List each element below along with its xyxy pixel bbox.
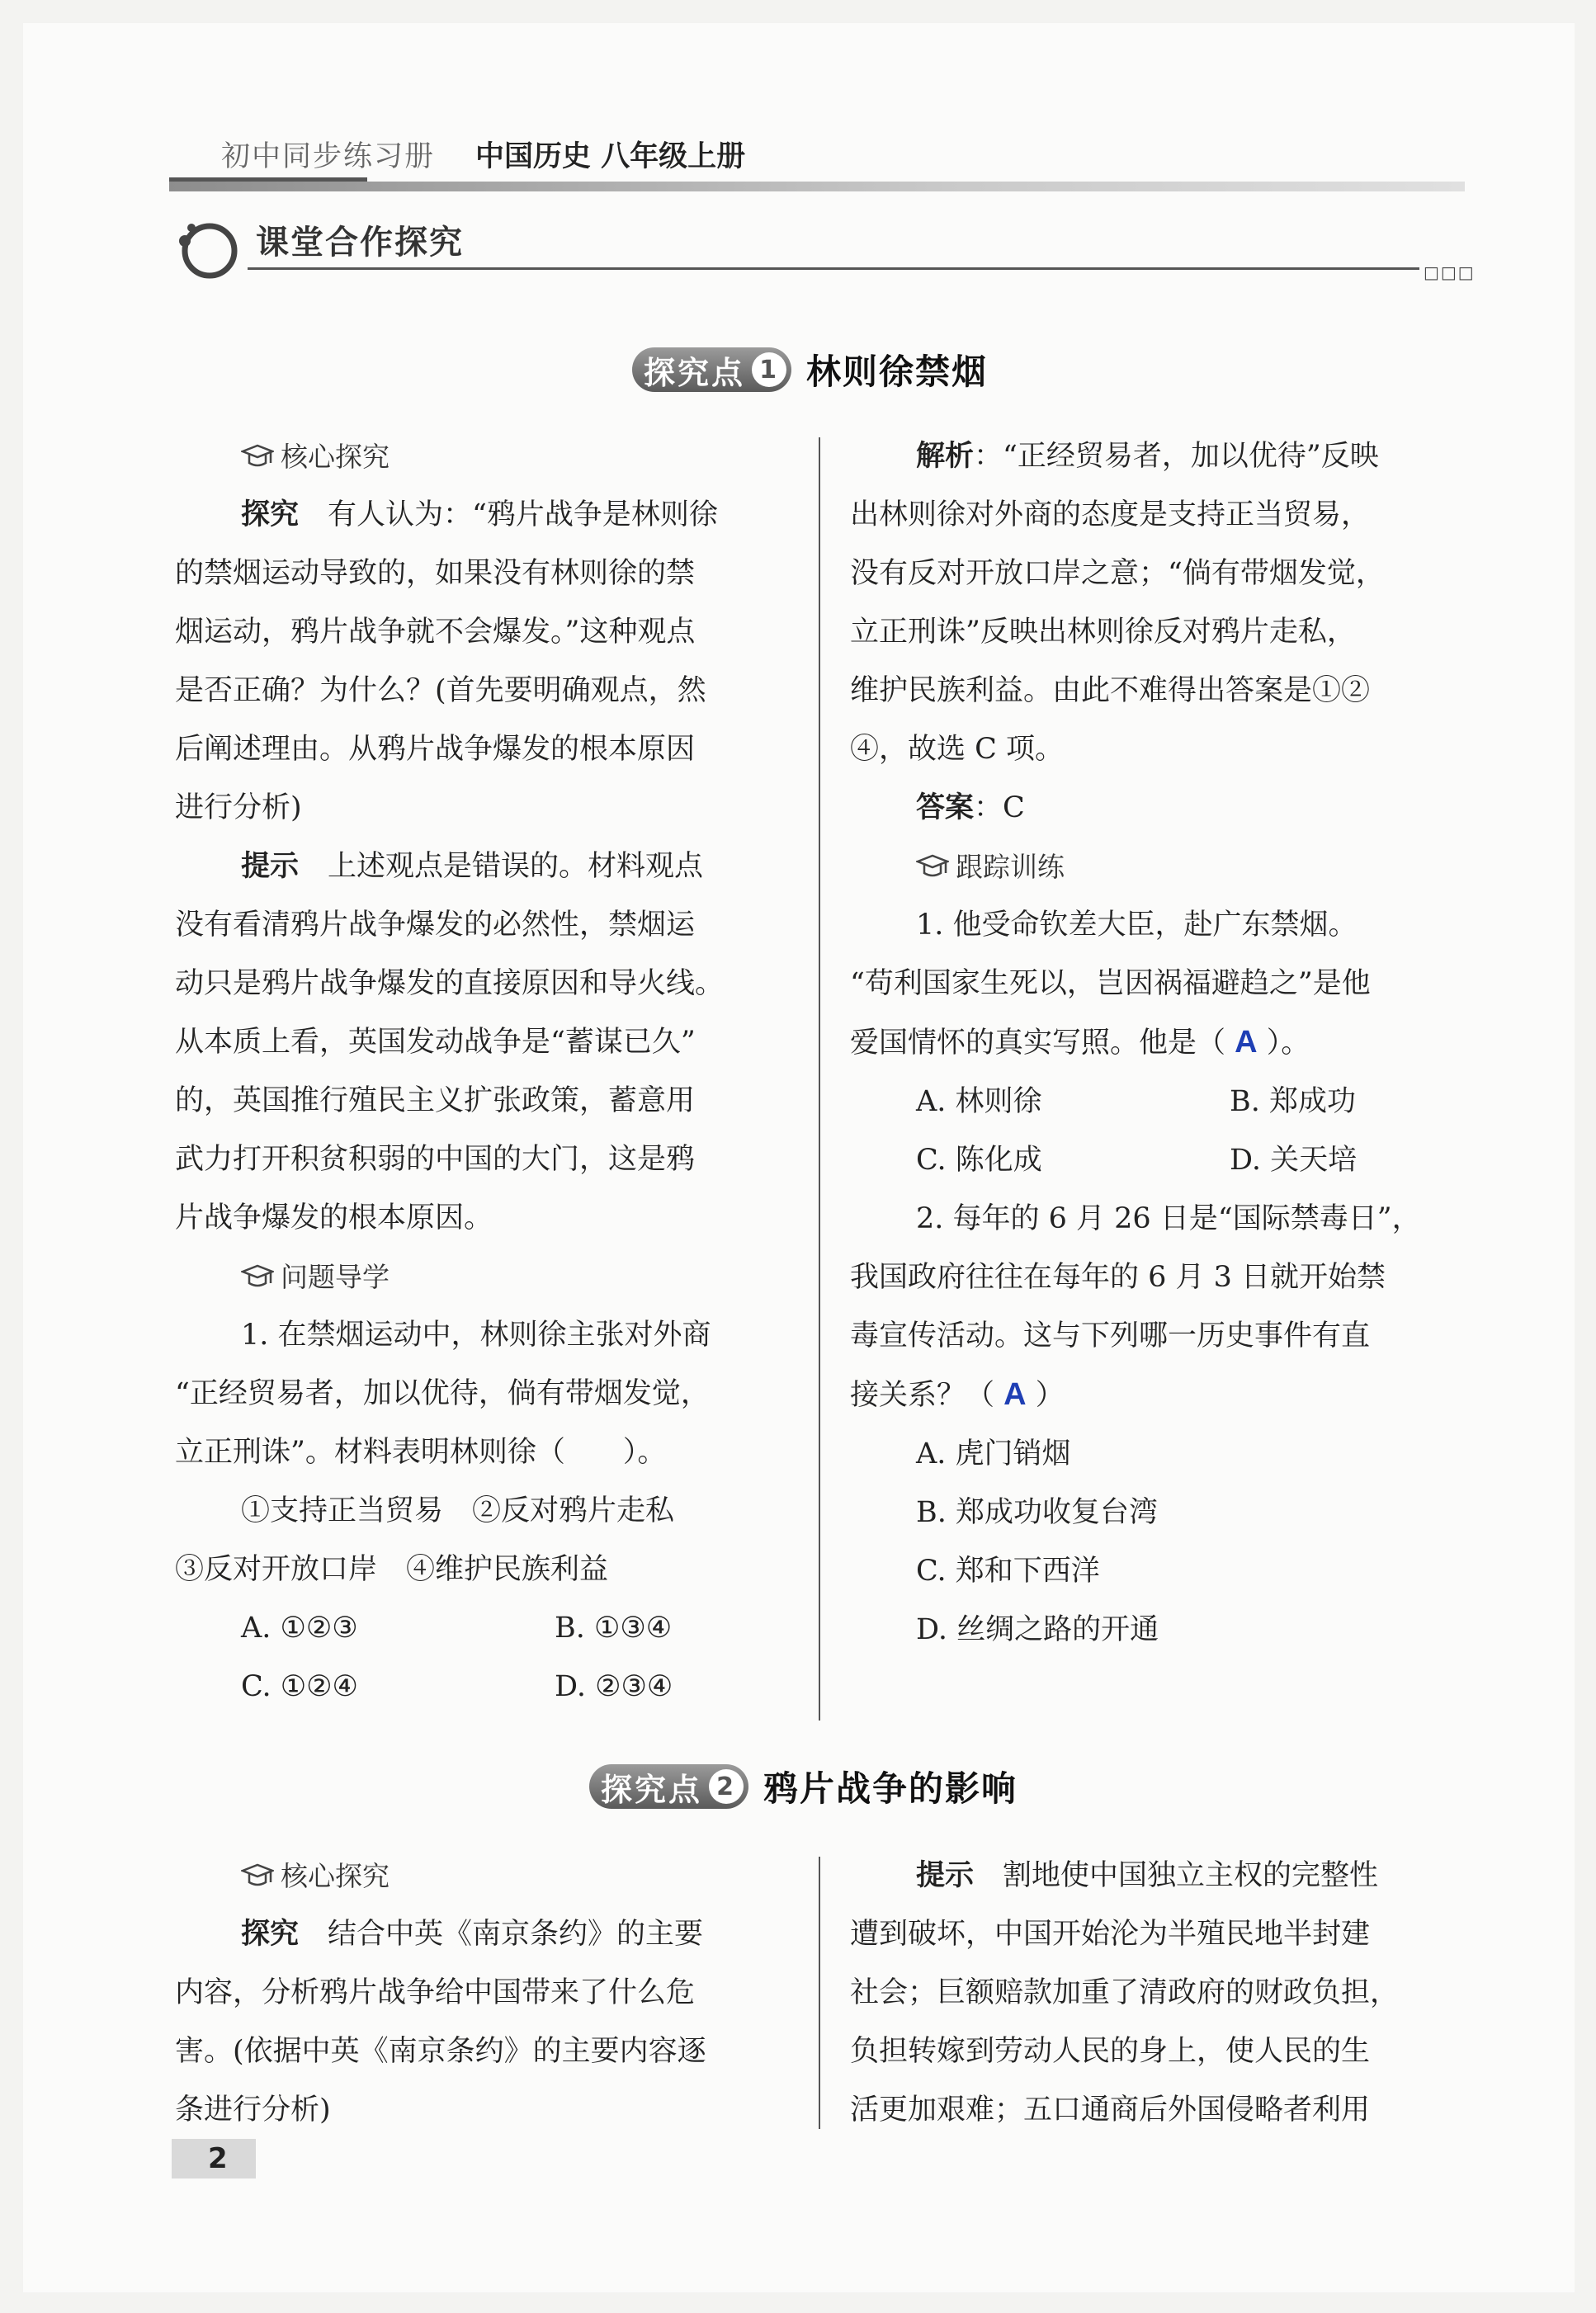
section-title: 课堂合作探究 bbox=[256, 224, 464, 262]
options-row bbox=[175, 1658, 798, 1716]
explore-point-2-heading bbox=[589, 1762, 1018, 1811]
option-b: B. 郑成功收复台湾 bbox=[916, 1496, 1158, 1529]
track-q2-line: 我国政府往往在每年的 6 月 3 日就开始禁 bbox=[850, 1261, 1386, 1294]
section-dots: □□□ bbox=[1424, 262, 1476, 282]
option-a: A. 虎门销烟 bbox=[916, 1437, 1071, 1470]
explore-point-badge bbox=[589, 1764, 748, 1809]
hint-line: 片战争爆发的根本原因。 bbox=[175, 1201, 493, 1234]
explore-line: 烟运动，鸦片战争就不会爆发。”这种观点 bbox=[175, 616, 696, 649]
graduation-cap-icon bbox=[916, 853, 949, 881]
explore-point-title: 林则徐禁烟 bbox=[806, 352, 989, 392]
explore-line: 害。(依据中英《南京条约》的主要内容逐 bbox=[175, 2035, 706, 2068]
header-bar bbox=[169, 182, 1465, 191]
hint-text bbox=[175, 838, 798, 896]
question-line: “正经贸易者，加以优待，倘有带烟发觉， bbox=[175, 1377, 710, 1410]
core-heading bbox=[175, 1847, 798, 1905]
explore-line: 后阐述理由。从鸦片战争爆发的根本原因 bbox=[175, 733, 696, 766]
track-q1-text: 爱国情怀的真实写照。他是（ bbox=[850, 1027, 1226, 1060]
track-q1-answer: A bbox=[1235, 1025, 1258, 1060]
track-q2-answer: A bbox=[1003, 1377, 1027, 1412]
answer-line bbox=[850, 779, 1473, 838]
option-c: C. 郑和下西洋 bbox=[916, 1555, 1100, 1588]
question-line: 立正刑诛”。材料表明林则徐（ ）。 bbox=[175, 1436, 667, 1469]
explore-label: 探究 bbox=[241, 1918, 300, 1951]
explore-line: 是否正确？为什么？(首先要明确观点，然 bbox=[175, 674, 706, 707]
hint-line: 割地使中国独立主权的完整性 bbox=[1003, 1859, 1379, 1892]
explore-point-badge bbox=[632, 347, 791, 392]
guide-heading bbox=[175, 1248, 798, 1306]
analysis-line: 出林则徐对外商的态度是支持正当贸易， bbox=[850, 498, 1371, 531]
explore-point-1-heading bbox=[632, 345, 988, 394]
hint-line: 遭到破坏，中国开始沦为半殖民地半封建 bbox=[850, 1918, 1371, 1951]
column-divider bbox=[819, 1857, 820, 2129]
explore-line: 结合中英《南京条约》的主要 bbox=[328, 1918, 704, 1951]
hint-label: 提示 bbox=[916, 1859, 975, 1892]
explore-text bbox=[175, 1905, 798, 1964]
column-divider bbox=[819, 437, 820, 1721]
graduation-cap-icon bbox=[241, 1862, 274, 1891]
badge-number: 2 bbox=[709, 1769, 744, 1804]
point2-left-column bbox=[175, 1847, 798, 2140]
section-logo-icon bbox=[175, 216, 239, 281]
analysis-line: ④，故选 C 项。 bbox=[850, 733, 1065, 766]
subject-title: 中国历史 八年级上册 bbox=[475, 140, 746, 173]
explore-line: 有人认为：“鸦片战争是林则徐 bbox=[328, 498, 718, 531]
analysis-line: ：“正经贸易者，加以优待”反映 bbox=[974, 440, 1379, 473]
track-q2-text: 接关系？（ bbox=[850, 1379, 995, 1412]
badge-label: 探究点 bbox=[601, 1771, 703, 1808]
track-q1-close: ）。 bbox=[1266, 1027, 1310, 1060]
options-row bbox=[850, 1131, 1473, 1190]
explore-line: 条进行分析) bbox=[175, 2094, 331, 2127]
options-row bbox=[175, 1599, 798, 1658]
core-heading-text: 核心探究 bbox=[281, 1860, 390, 1892]
explore-label: 探究 bbox=[241, 498, 300, 531]
hint-label: 提示 bbox=[241, 850, 300, 883]
option-c: C. ①②④ bbox=[241, 1670, 358, 1703]
page-number: 2 bbox=[172, 2139, 256, 2178]
hint-line: 没有看清鸦片战争爆发的必然性，禁烟运 bbox=[175, 909, 696, 942]
hint-text bbox=[850, 1847, 1473, 1905]
track-q2-line: 2. 每年的 6 月 26 日是“国际禁毒日”， bbox=[916, 1202, 1421, 1235]
track-q1-line: 1. 他受命钦差大臣，赴广东禁烟。 bbox=[916, 909, 1358, 942]
point1-right-column bbox=[850, 427, 1473, 1659]
analysis-label: 解析 bbox=[916, 440, 975, 473]
analysis-line: 没有反对开放口岸之意；“倘有带烟发觉， bbox=[850, 557, 1385, 590]
explore-point-title: 鸦片战争的影响 bbox=[763, 1768, 1018, 1809]
track-q2-line bbox=[850, 1366, 1473, 1425]
track-q1-line bbox=[850, 1013, 1473, 1073]
explore-line: 内容，分析鸦片战争给中国带来了什么危 bbox=[175, 1976, 696, 2009]
section-rule bbox=[248, 267, 1419, 270]
option-b: B. 郑成功 bbox=[1230, 1085, 1356, 1118]
track-heading-text: 跟踪训练 bbox=[956, 851, 1065, 883]
hint-line: 武力打开积贫积弱的中国的大门，这是鸦 bbox=[175, 1143, 696, 1176]
question-items: ①支持正当贸易 ②反对鸦片走私 bbox=[241, 1494, 675, 1527]
badge-number: 1 bbox=[752, 352, 786, 387]
point1-left-column bbox=[175, 427, 798, 1716]
option-d: D. 关天培 bbox=[1230, 1144, 1358, 1177]
answer-label: 答案 bbox=[916, 791, 975, 824]
badge-label: 探究点 bbox=[644, 354, 746, 391]
explore-text bbox=[175, 486, 798, 545]
hint-line: 动只是鸦片战争爆发的直接原因和导火线。 bbox=[175, 967, 725, 1000]
analysis-line: 立正刑诛”反映出林则徐反对鸦片走私， bbox=[850, 616, 1356, 649]
graduation-cap-icon bbox=[241, 1263, 274, 1291]
question-items: ③反对开放口岸 ④维护民族利益 bbox=[175, 1553, 609, 1586]
option-b: B. ①③④ bbox=[555, 1612, 673, 1645]
option-d: D. ②③④ bbox=[555, 1670, 673, 1703]
question-line: 1. 在禁烟运动中，林则徐主张对外商 bbox=[241, 1319, 711, 1352]
options-row bbox=[850, 1073, 1473, 1131]
hint-line: 活更加艰难；五口通商后外国侵略者利用 bbox=[850, 2094, 1371, 2127]
explore-line: 的禁烟运动导致的，如果没有林则徐的禁 bbox=[175, 557, 696, 590]
hint-line: 上述观点是错误的。材料观点 bbox=[328, 850, 704, 883]
hint-line: 社会；巨额赔款加重了清政府的财政负担， bbox=[850, 1976, 1400, 2009]
hint-line: 负担转嫁到劳动人民的身上，使人民的生 bbox=[850, 2035, 1371, 2068]
core-heading bbox=[175, 427, 798, 486]
graduation-cap-icon bbox=[241, 443, 274, 471]
option-a: A. ①②③ bbox=[241, 1612, 358, 1645]
track-q1-line: “苟利国家生死以，岂因祸福避趋之”是他 bbox=[850, 967, 1371, 1000]
analysis-text bbox=[850, 427, 1473, 486]
point2-right-column bbox=[850, 1847, 1473, 2140]
core-heading-text: 核心探究 bbox=[281, 441, 390, 473]
track-q2-close: ） bbox=[1035, 1379, 1065, 1412]
hint-line: 的，英国推行殖民主义扩张政策，蓄意用 bbox=[175, 1084, 696, 1117]
analysis-line: 维护民族利益。由此不难得出答案是①② bbox=[850, 674, 1371, 707]
guide-heading-text: 问题导学 bbox=[281, 1261, 390, 1293]
option-c: C. 陈化成 bbox=[916, 1144, 1042, 1177]
option-a: A. 林则徐 bbox=[916, 1085, 1042, 1118]
series-title: 初中同步练习册 bbox=[221, 140, 436, 173]
track-q2-line: 毒宣传活动。这与下列哪一历史事件有直 bbox=[850, 1319, 1371, 1352]
answer-value: ：C bbox=[974, 791, 1025, 824]
explore-line: 进行分析) bbox=[175, 791, 302, 824]
track-heading bbox=[850, 838, 1473, 896]
option-d: D. 丝绸之路的开通 bbox=[916, 1613, 1159, 1646]
hint-line: 从本质上看，英国发动战争是“蓄谋已久” bbox=[175, 1026, 696, 1059]
